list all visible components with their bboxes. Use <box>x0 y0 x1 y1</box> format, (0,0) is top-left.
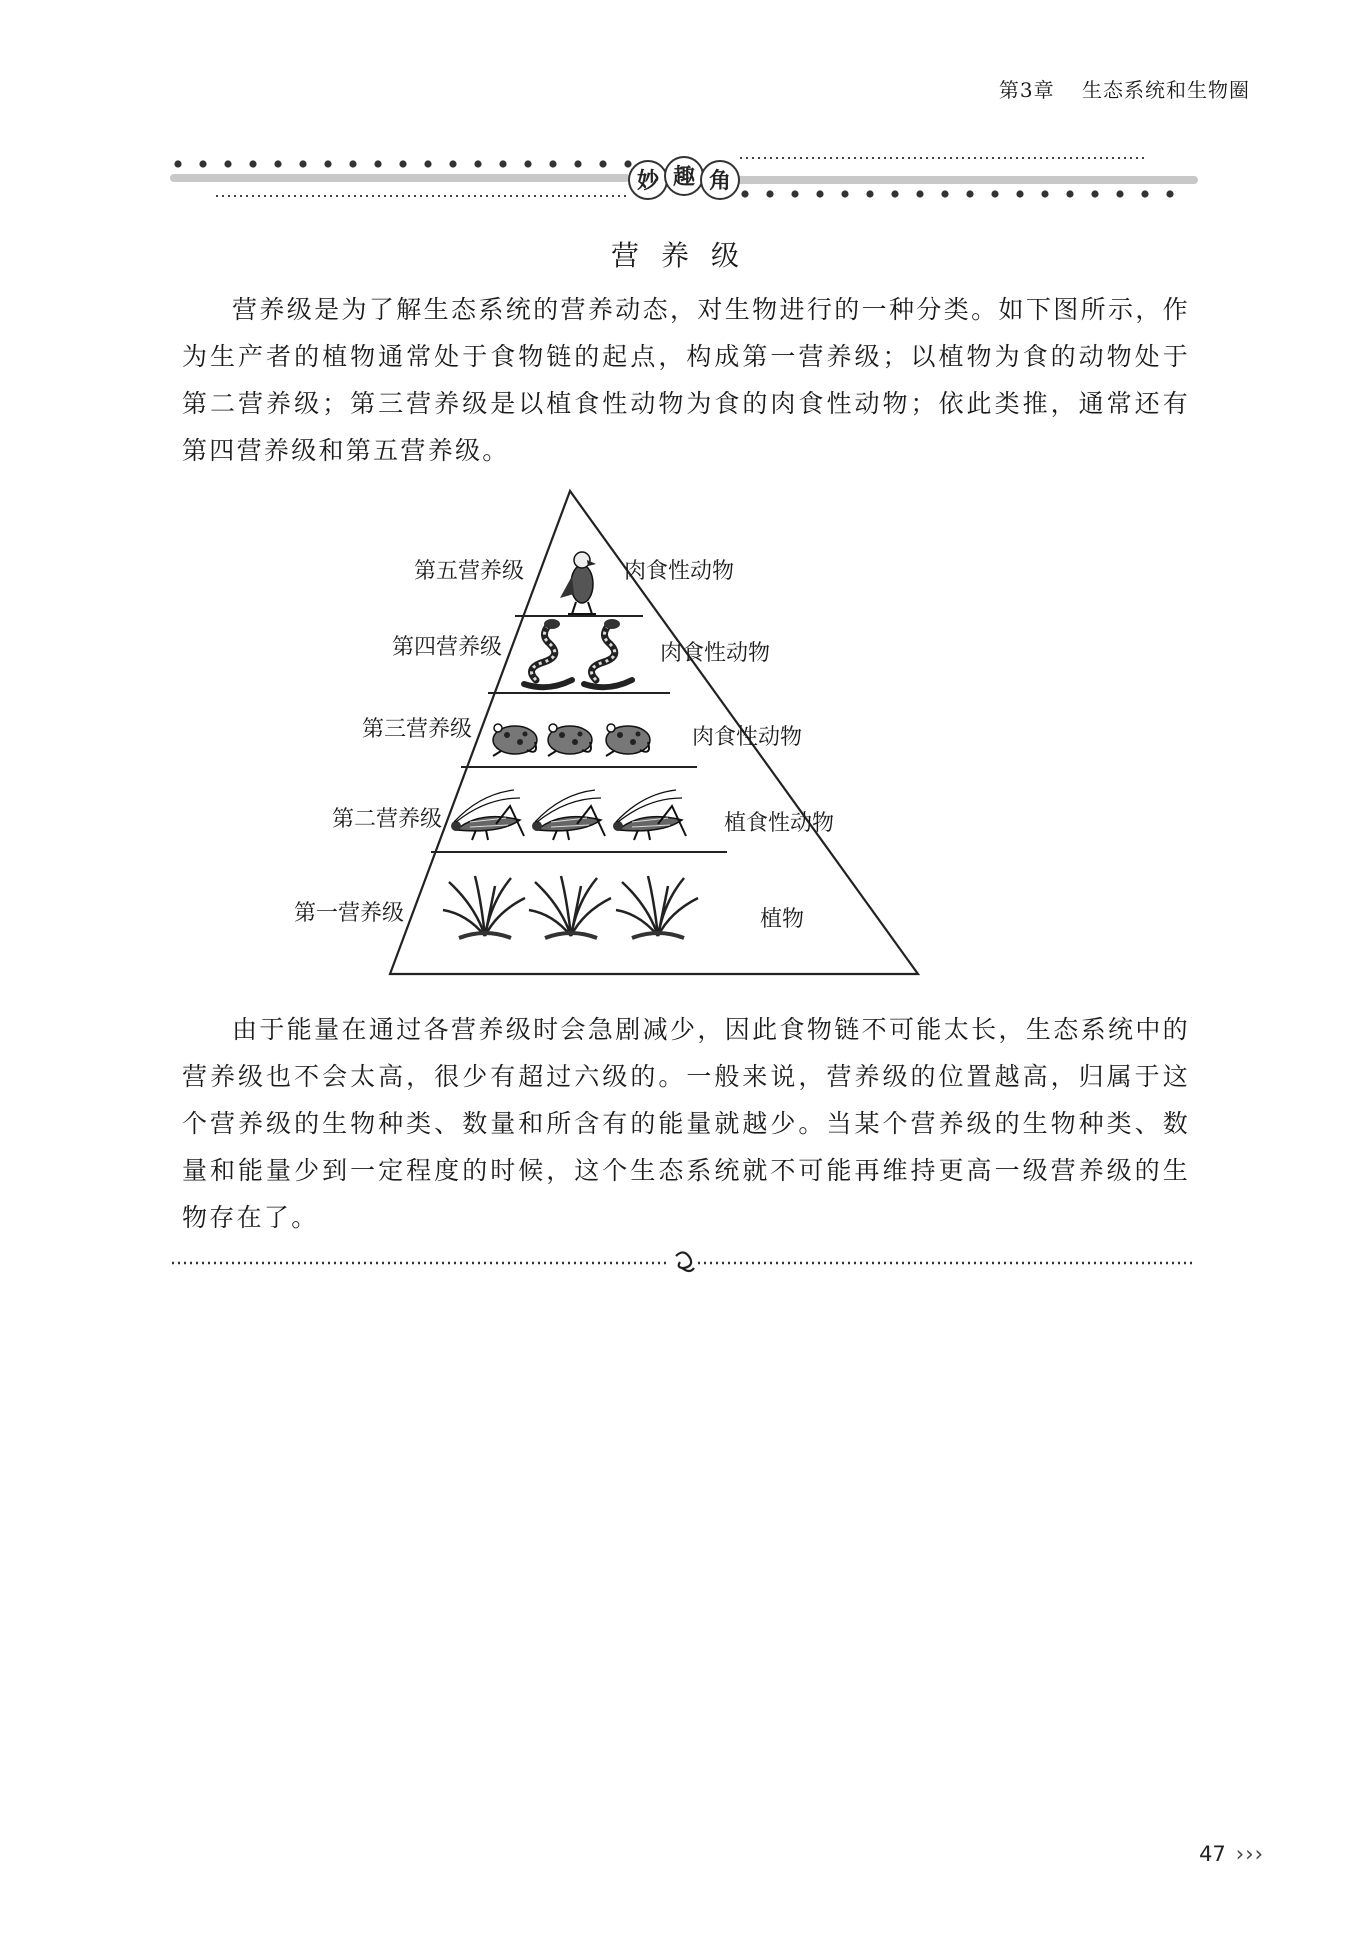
level-label-1: 第一营养级 <box>293 901 404 926</box>
footer-divider <box>170 1250 1198 1276</box>
ornament-icon <box>676 1252 694 1271</box>
section-title: 营养级 <box>610 239 761 272</box>
banner-char-3: 角 <box>708 169 732 194</box>
type-label-4: 肉食性动物 <box>660 641 771 666</box>
banner-badge <box>629 157 739 199</box>
trophic-pyramid <box>293 486 1000 982</box>
level-label-3: 第三营养级 <box>361 717 472 742</box>
running-header <box>999 74 1250 103</box>
level-label-2: 第二营养级 <box>331 807 442 832</box>
level-label-5: 第五营养级 <box>413 559 524 584</box>
chapter-title: 生态系统和生物圈 <box>1082 78 1250 102</box>
level-label-4: 第四营养级 <box>391 635 502 660</box>
section-banner <box>170 150 1198 208</box>
banner-char-1: 妙 <box>636 169 660 194</box>
type-label-2: 植食性动物 <box>724 811 835 836</box>
type-label-1: 植物 <box>760 907 805 932</box>
banner-char-2: 趣 <box>672 165 696 190</box>
chevron-right-icon: ››› <box>1235 1842 1264 1866</box>
page-number-value: 47 <box>1199 1842 1226 1866</box>
intro-paragraph: 营养级是为了解生态系统的营养动态，对生物进行的一种分类。如下图所示，作为生产者的植物通常处于食物链的起点，构成第一营养级；以植物为食的动物处于第二营养级；第三营养级是以植食性动物为食的肉食性动物；依此类推，通常还有第四营养级和第五营养级。 <box>182 295 1190 465</box>
type-label-5: 肉食性动物 <box>624 559 735 584</box>
conclusion-paragraph: 由于能量在通过各营养级时会急剧减少，因此食物链不可能太长，生态系统中的营养级也不会太高，很少有超过六级的。一般来说，营养级的位置越高，归属于这个营养级的生物种类、数量和所含有的能量就越少。当某个营养级的生物种类、数量和能量少到一定程度的时候，这个生态系统就不可能再维持更高一级营养级的生物存在了。 <box>182 1015 1190 1232</box>
page-number <box>1199 1842 1264 1866</box>
type-label-3: 肉食性动物 <box>692 725 803 750</box>
chapter-number: 第3章 <box>998 78 1055 102</box>
